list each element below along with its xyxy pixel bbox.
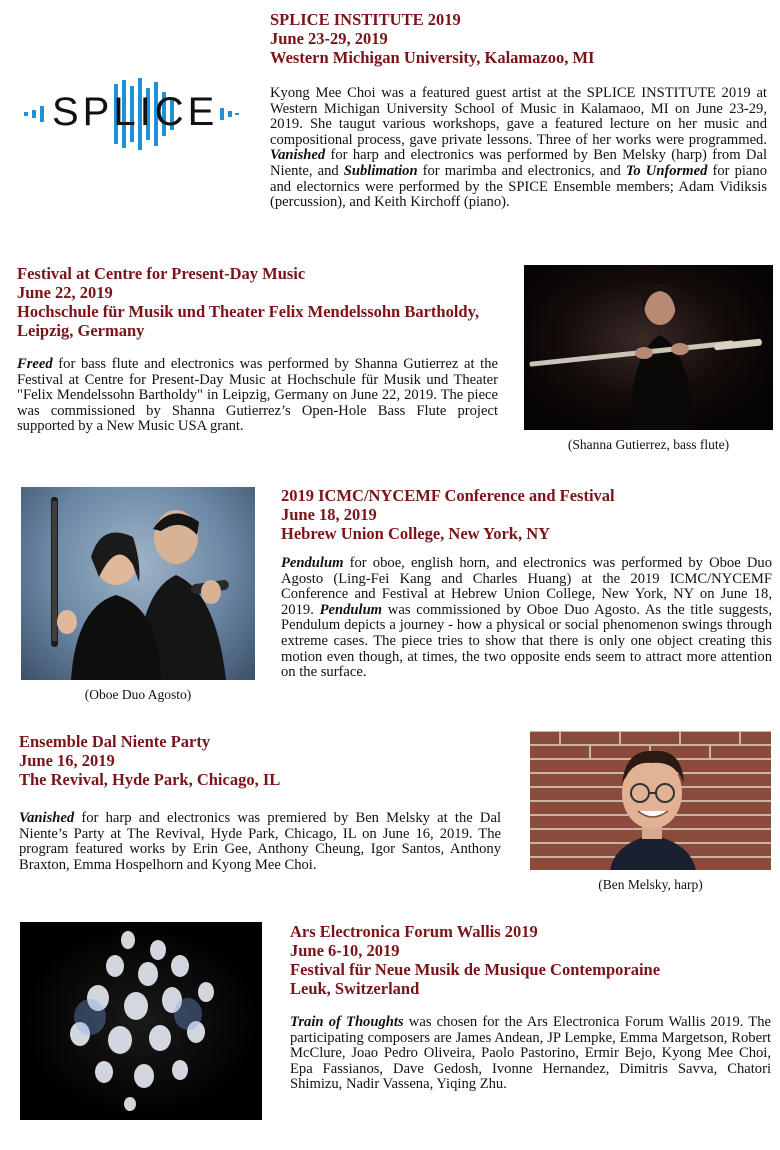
work-train-of-thoughts: Train of Thoughts (290, 1014, 404, 1030)
icmc-title: 2019 ICMC/NYCEMF Conference and Festival (281, 486, 615, 505)
work-to-unformed: To Unformed (625, 162, 708, 179)
work-pendulum-repeat: Pendulum (319, 601, 383, 618)
ars-heading (290, 922, 770, 998)
icmc-body: Pendulum for oboe, english horn, and electronics was performed by Oboe Duo Agosto (Ling-Fei Kang and Charles Huang) at the 2019 ICMC/NYCEMF Conference and Festival at Hebrew Union College, New York, NY on June 18, 2019. Pendulum was commissioned by Oboe Duo Agosto. As the title suggests, Pendulum depicts a journey - how a physical or social phenomenon swings through extreme cases. The piece tries to show that there is only one object creating this motion even though, at times, the two opposite ends seem to attract more attention on the surface. (281, 555, 772, 681)
leipzig-body: Freed for bass flute and electronics was performed by Shanna Gutierrez at the Festival at Centre for Present-Day Music at Hochschule für Musik und Theater "Felix Mendelssohn Bartholdy" in Leipzig, Germany on June 22, 2019. The piece was commissioned by Shanna Gutierrez’s Open-Hole Bass Flute project supported by a New Music USA grant. (17, 356, 498, 435)
dalniente-venue: The Revival, Hyde Park, Chicago, IL (19, 770, 281, 789)
leipzig-venue: Hochschule für Musik und Theater Felix Mendelssohn Bartholdy, Leipzig, Germany (17, 302, 480, 340)
ars-description (290, 1015, 771, 1093)
splice-heading (270, 10, 770, 67)
ars-body: Train of Thoughts was chosen for the Ars Electronica Forum Wallis 2019. The participating composers are James Andean, JP Lempke, Emma Margetson, Robert McClure, Joao Pedro Oliveira, Paolo Pastorino, Ermir Bejo, Kyong Mee Choi, Epa Fassianos, Dave Gedosh, Ivonne Hernandez, Dimitris Savva, Chatori Shimizu, Nadir Vassena, Yiqing Zhu. (290, 1014, 771, 1093)
work-sublimation: Sublimation (343, 162, 418, 179)
splice-logo-text: SPLICE (52, 90, 219, 134)
ars-date: June 6-10, 2019 (290, 941, 400, 960)
ars-venue-line2: Leuk, Switzerland (290, 979, 420, 998)
work-pendulum: Pendulum (281, 555, 344, 571)
oboe-duo-agosto-photo (21, 487, 255, 680)
leipzig-heading (17, 264, 507, 340)
ben-melsky-photo (530, 731, 771, 870)
icmc-venue: Hebrew Union College, New York, NY (281, 524, 551, 543)
icmc-date: June 18, 2019 (281, 505, 377, 524)
work-vanished: Vanished (270, 147, 326, 164)
train-of-thoughts-image (20, 922, 262, 1120)
dalniente-title: Ensemble Dal Niente Party (19, 732, 211, 751)
leipzig-description (17, 357, 498, 435)
leipzig-title: Festival at Centre for Present-Day Music (17, 264, 306, 283)
ars-title: Ars Electronica Forum Wallis 2019 (290, 922, 538, 941)
icmc-caption: (Oboe Duo Agosto) (84, 687, 192, 702)
work-vanished-premiere: Vanished (19, 810, 75, 826)
ars-venue-line1: Festival für Neue Musik de Musique Contemporaine (290, 960, 661, 979)
shanna-gutierrez-photo (524, 265, 773, 430)
icmc-description (281, 556, 772, 681)
dalniente-description (19, 811, 501, 873)
dalniente-date: June 16, 2019 (19, 751, 115, 770)
leipzig-date: June 22, 2019 (17, 283, 113, 302)
leipzig-caption: (Shanna Gutierrez, bass flute) (567, 437, 730, 452)
splice-body: Kyong Mee Choi was a featured guest artist at the SPLICE INSTITUTE 2019 at Western Michigan University School of Music in Kalamaoo, MI on June 23-29, 2019. She taugut various workshops, gave a featured lecture on her music and compositional process, gave private lessons. Three of her works were programmed. Vanished for harp and electronics was performed by Ben Melsky (harp) from Dal Niente, and Sublimation for marimba and electronics, and To Unformed for piano and electornics were performed by the SPICE Ensemble members; Adam Vidiksis (percussion), and Keith Kirchoff (piano). (270, 85, 767, 211)
dalniente-body: Vanished for harp and electronics was premiered by Ben Melsky at the Dal Niente’s Party at The Revival, Hyde Park, Chicago, IL on June 16, 2019. The program featured works by Erin Gee, Anthony Cheung, Igor Santos, Anthony Braxton, Emma Hospelhorn and Kyong Mee Choi. (19, 810, 501, 873)
work-freed: Freed (17, 356, 53, 372)
icmc-heading (281, 486, 771, 543)
dalniente-caption: (Ben Melsky, harp) (598, 877, 703, 892)
splice-venue: Western Michigan University, Kalamazoo, MI (270, 48, 595, 67)
splice-logo (24, 78, 239, 150)
splice-description (270, 86, 767, 211)
dalniente-heading (19, 732, 499, 789)
splice-title: SPLICE INSTITUTE 2019 (270, 10, 461, 29)
splice-date: June 23-29, 2019 (270, 29, 388, 48)
